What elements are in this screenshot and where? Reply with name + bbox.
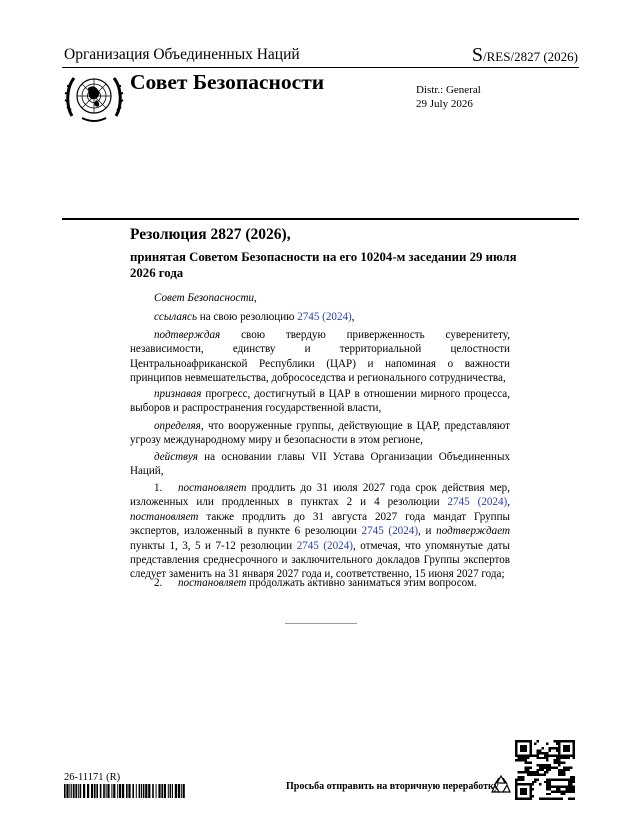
organization-name: Организация Объединенных Наций — [64, 46, 300, 63]
operative-paragraph-1 — [130, 481, 510, 582]
symbol-letter: S — [471, 44, 484, 66]
preamble-text: прогресс, достигнутый в ЦАР в отношении мирного процесса, выборов и распространения государственной власти, — [130, 388, 510, 415]
preamble-paragraph — [130, 419, 510, 448]
end-rule — [285, 623, 357, 624]
preamble-verb: ссылаясь — [154, 311, 198, 323]
operative-verb: постановляет — [178, 577, 247, 589]
operative-text: пункты 1, 3, 5 и 7-12 резолюции — [130, 539, 297, 552]
preamble-text: , — [254, 292, 257, 304]
preamble-paragraph — [130, 387, 510, 416]
document-date: 29 July 2026 — [416, 97, 473, 110]
resolution-link[interactable]: 2745 (2024) — [361, 525, 419, 538]
recycle-notice: Просьба отправить на вторичную переработку — [286, 781, 499, 792]
un-emblem-icon — [64, 72, 124, 124]
distribution-block — [416, 84, 481, 111]
recycle-icon — [490, 773, 512, 795]
preamble-paragraph — [130, 328, 510, 386]
qr-code-icon[interactable] — [515, 740, 575, 800]
operative-verb: постановляет — [130, 510, 199, 523]
operative-text: продолжать активно заниматься этим вопросом. — [246, 577, 477, 589]
preamble-text: на основании главы VII Устава Организации Объединенных Наций, — [130, 451, 510, 478]
operative-verb: постановляет — [178, 482, 247, 494]
document-symbol — [472, 44, 578, 67]
preamble-verb: подтверждая — [154, 329, 221, 341]
operative-paragraph-2 — [130, 576, 510, 590]
preamble-paragraph — [130, 450, 510, 479]
paragraph-number: 2. — [154, 577, 163, 589]
preamble-text: , — [351, 311, 355, 323]
resolution-link[interactable]: 2745 (2024) — [447, 496, 508, 509]
resolution-subtitle: принятая Советом Безопасности на его 10204-м заседании 29 июля 2026 года — [130, 250, 517, 280]
barcode-icon — [64, 784, 188, 798]
preamble-actor: Совет Безопасности — [154, 292, 255, 304]
operative-verb: подтверждает — [436, 525, 510, 538]
header-rule — [62, 67, 579, 68]
paragraph-number: 1. — [154, 482, 163, 494]
operative-text: продлить до 31 июля 2027 года срок действия мер, изложенных или продленных в пунктах 2 и 4 резолюции — [130, 482, 510, 509]
preamble-verb: действуя — [154, 451, 198, 463]
symbol-number: /RES/2827 (2026) — [483, 49, 578, 64]
preamble-verb: определяя — [154, 420, 201, 432]
document-number: 26-11171 (R) — [64, 772, 121, 783]
resolution-link[interactable]: 2745 (2024) — [296, 539, 353, 552]
preamble-text: , что вооруженные группы, действующие в ЦАР, представляют угрозу международному миру и безопасности в этом регионе, — [130, 420, 510, 447]
preamble-paragraph — [130, 310, 510, 324]
council-name: Совет Безопасности — [130, 70, 325, 94]
body-rule — [62, 218, 579, 220]
preamble-text: на свою резолюцию — [197, 311, 298, 323]
preamble-verb: признавая — [154, 388, 202, 400]
preamble-paragraph — [130, 291, 510, 305]
resolution-title: Резолюция 2827 (2026), — [130, 226, 291, 243]
distribution-label: Distr.: General — [416, 84, 481, 96]
preamble-text: свою твердую приверженность суверенитету, независимости, единству и территориальной целостности Центральноафриканской Республики (ЦАР) и напоминая о важности принципов невмешательства, добрососедства и регионального сотрудничества, — [130, 329, 510, 385]
operative-text: также продлить до 31 августа 2027 года мандат Группы экспертов, изложенный в пункте 6 резолюции — [130, 510, 510, 538]
operative-text: , — [507, 496, 510, 509]
operative-text: , отмечая, что упомянутые даты представления среднесрочного и заключительного докладов Группы экспертов следует заменить на 31 января 2027 года и, соответственно, 15 июня 2027 года; — [130, 539, 510, 581]
resolution-link[interactable]: 2745 (2024) — [297, 311, 352, 323]
operative-text: , и — [418, 525, 437, 538]
